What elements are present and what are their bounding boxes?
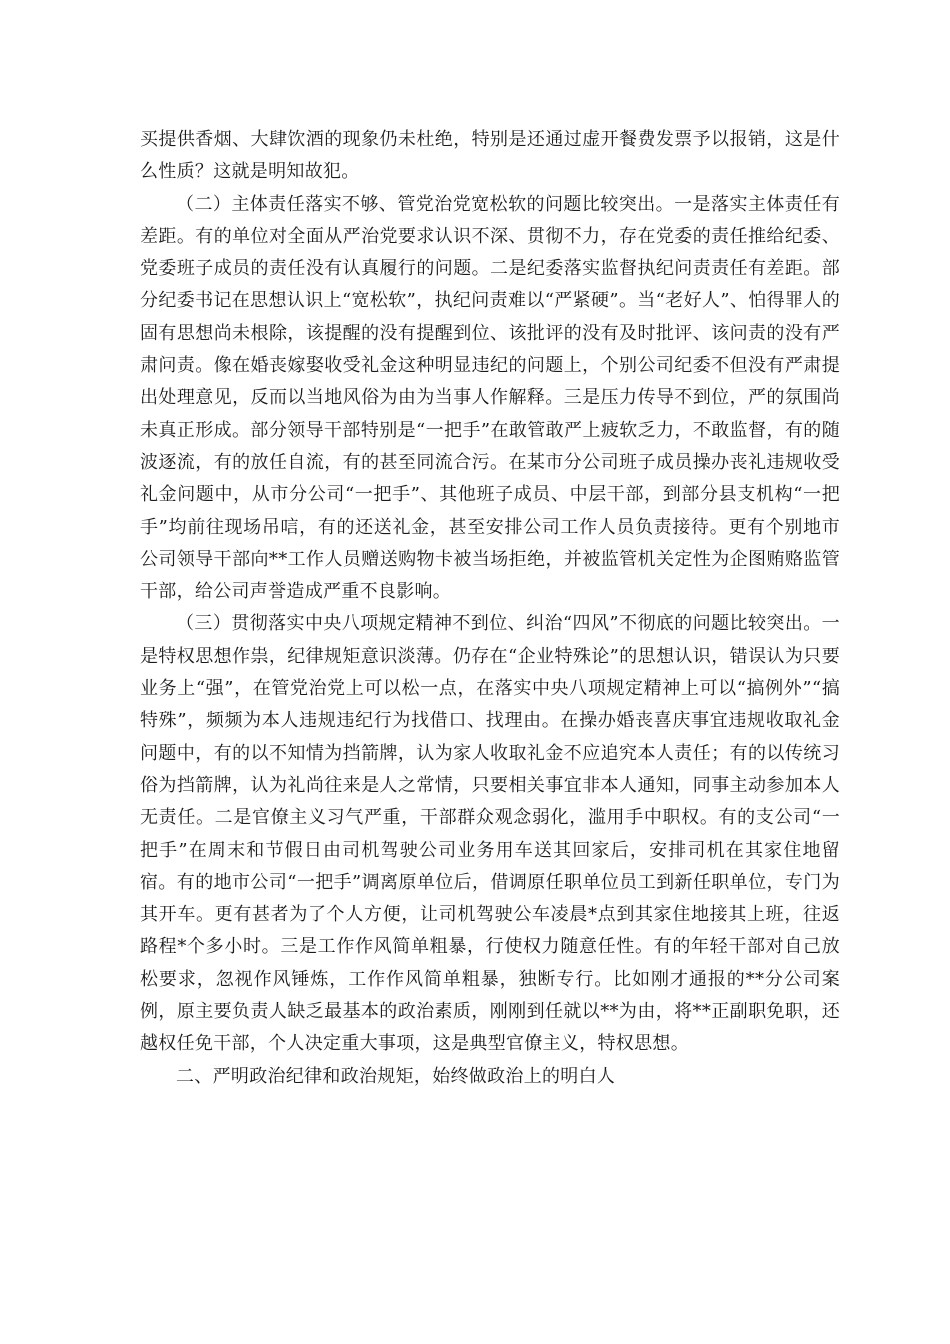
document-body — [140, 124, 840, 1093]
paragraph-continuation: 买提供香烟、大肆饮酒的现象仍未杜绝，特别是还通过虚开餐费发票予以报销，这是什么性质？这就是明知故犯。 — [140, 129, 840, 183]
section-heading: 二、严明政治纪律和政治规矩，始终做政治上的明白人 — [176, 1065, 616, 1087]
paragraph-section-two: （二）主体责任落实不够、管党治党宽松软的问题比较突出。一是落实主体责任有差距。有的单位对全面从严治党要求认识不深、贯彻不力，存在党委的责任推给纪委、党委班子成员的责任没有认真履行的问题。二是纪委落实监督执纪问责责任有差距。部分纪委书记在思想认识上“宽松软”，执纪问责难以“严紧硬”。当“老好人”、怕得罪人的固有思想尚未根除，该提醒的没有提醒到位、该批评的没有及时批评、该问责的没有严肃问责。像在婚丧嫁娶收受礼金这种明显违纪的问题上，个别公司纪委不但没有严肃提出处理意见，反而以当地风俗为由为当事人作解释。三是压力传导不到位，严的氛围尚未真正形成。部分领导干部特别是“一把手”在敢管敢严上疲软乏力，不敢监督，有的随波逐流，有的放任自流，有的甚至同流合污。在某市分公司班子成员操办丧礼违规收受礼金问题中，从市分公司“一把手”、其他班子成员、中层干部，到部分县支机构“一把手”均前往现场吊唁，有的还送礼金，甚至安排公司工作人员负责接待。更有个别地市公司领导干部向**工作人员赠送购物卡被当场拒绝，并被监管机关定性为企图贿赂监管干部，给公司声誉造成严重不良影响。 — [140, 193, 840, 603]
paragraph-section-three: （三）贯彻落实中央八项规定精神不到位、纠治“四风”不彻底的问题比较突出。一是特权思想作祟，纪律规矩意识淡薄。仍存在“企业特殊论”的思想认识，错误认为只要业务上“强”，在管党治党上可以松一点，在落实中央八项规定精神上可以“搞例外”“搞特殊”，频频为本人违规违纪行为找借口、找理由。在操办婚丧喜庆事宜违规收取礼金问题中，有的以不知情为挡箭牌，认为家人收取礼金不应追究本人责任；有的以传统习俗为挡箭牌，认为礼尚往来是人之常情，只要相关事宜非本人通知，同事主动参加本人无责任。二是官僚主义习气严重，干部群众观念弱化，滥用手中职权。有的支公司“一把手”在周末和节假日由司机驾驶公司业务用车送其回家后，安排司机在其家住地留宿。有的地市公司“一把手”调离原单位后，借调原任职单位员工到新任职单位，专门为其开车。更有甚者为了个人方便，让司机驾驶公车凌晨*点到其家住地接其上班，往返路程*个多小时。三是工作作风简单粗暴，行使权力随意任性。有的年轻干部对自己放松要求，忽视作风锤炼，工作作风简单粗暴，独断专行。比如刚才通报的**分公司案例，原主要负责人缺乏最基本的政治素质，刚刚到任就以**为由，将**正副职免职，还越权任免干部，个人决定重大事项，这是典型官僚主义，特权思想。 — [140, 613, 840, 1055]
